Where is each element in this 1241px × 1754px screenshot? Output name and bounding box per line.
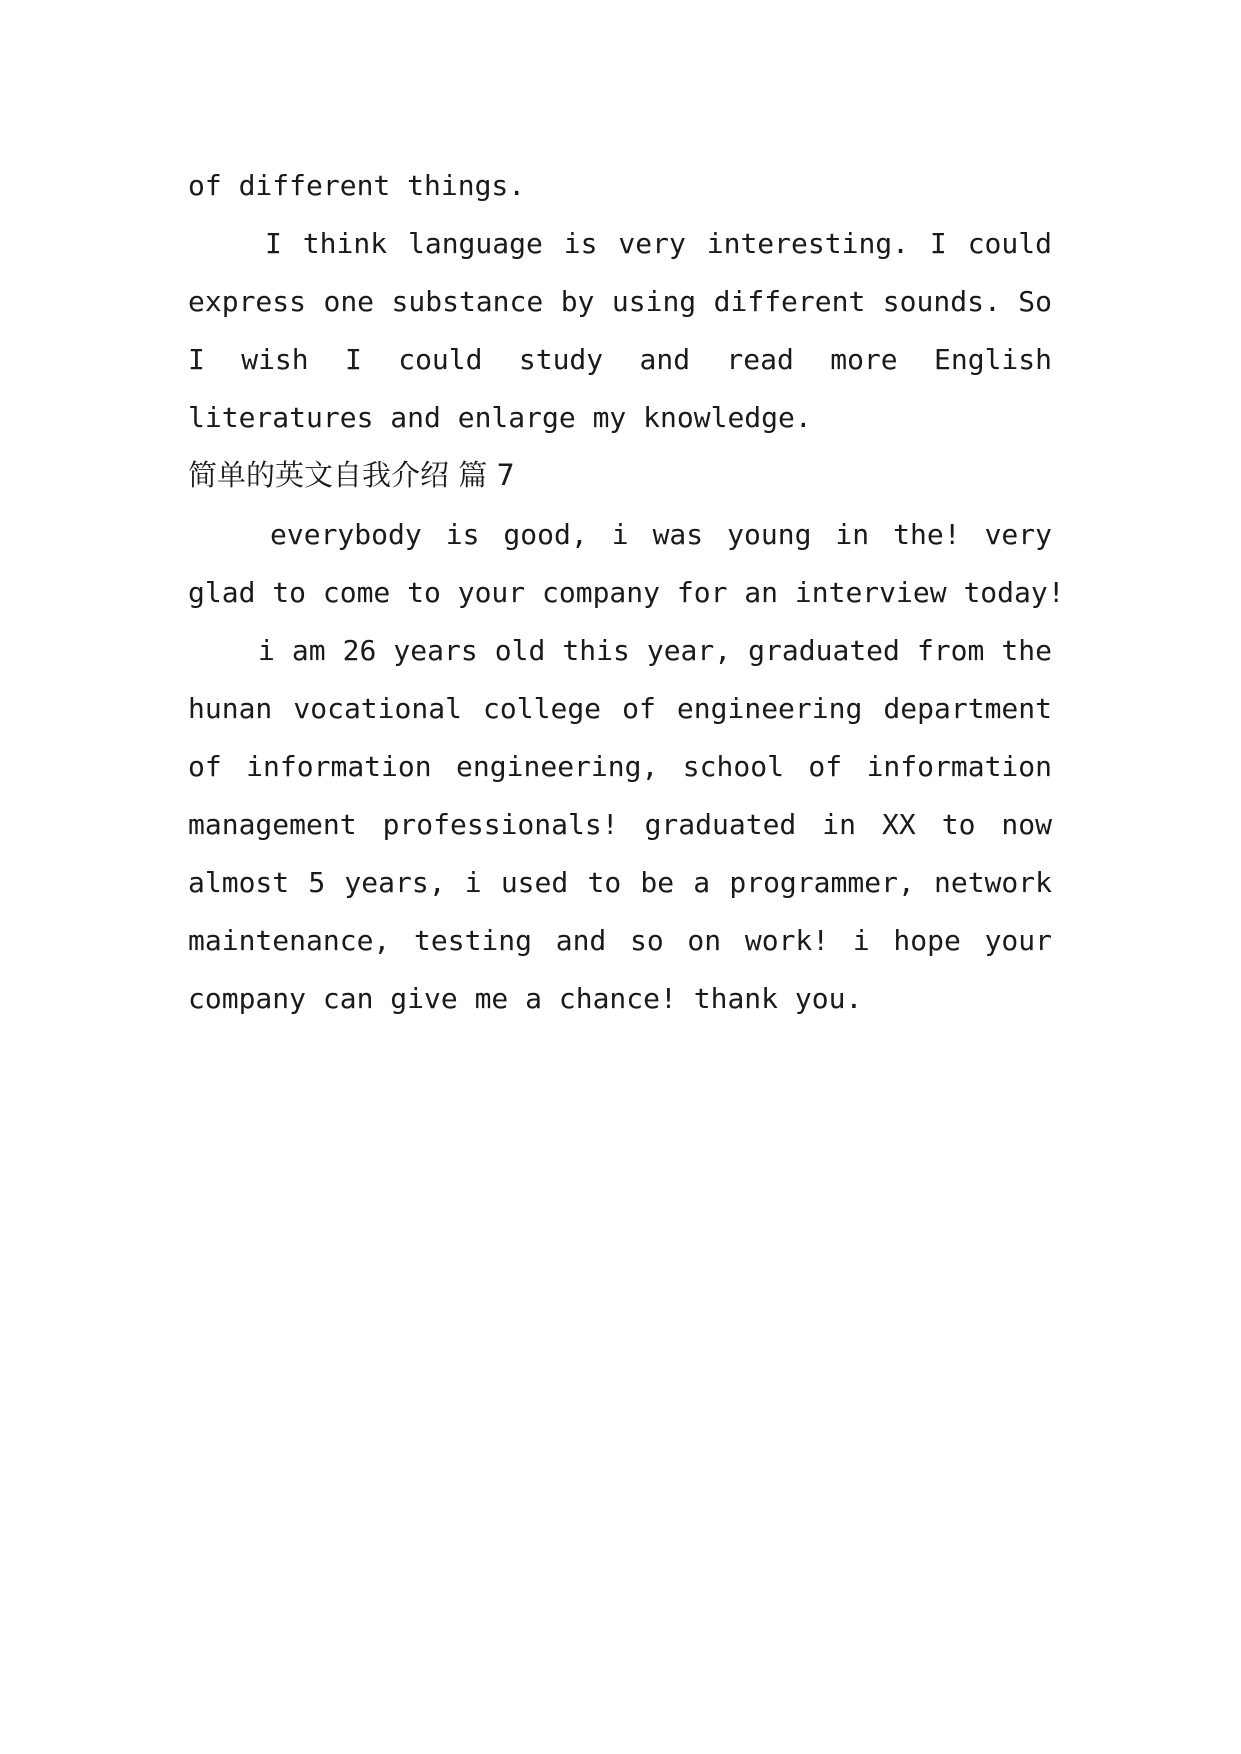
paragraph-line: I wish I could study and read more English <box>188 343 1052 376</box>
paragraph-line: almost 5 years, i used to be a programmer, network <box>188 866 1052 899</box>
paragraph-line: express one substance by using different sounds. So <box>188 285 1052 318</box>
paragraph-line: company can give me a chance! thank you. <box>188 982 863 1015</box>
paragraph-line: maintenance, testing and so on work! i hope your <box>188 924 1052 957</box>
paragraph-line: literatures and enlarge my knowledge. <box>188 401 812 434</box>
paragraph-line: glad to come to your company for an interview today! <box>188 576 1065 609</box>
paragraph-line: of different things. <box>188 169 526 202</box>
paragraph-line: everybody is good, i was young in the! very <box>270 518 1052 551</box>
section-heading: 简单的英文自我介绍 篇 7 <box>188 458 515 492</box>
paragraph-line: of information engineering, school of information <box>188 750 1052 783</box>
paragraph-line: hunan vocational college of engineering department <box>188 692 1052 725</box>
paragraph-line: management professionals! graduated in XX to now <box>188 808 1052 841</box>
paragraph-line: I think language is very interesting. I could <box>265 227 1052 260</box>
paragraph-line: i am 26 years old this year, graduated from the <box>258 634 1052 667</box>
